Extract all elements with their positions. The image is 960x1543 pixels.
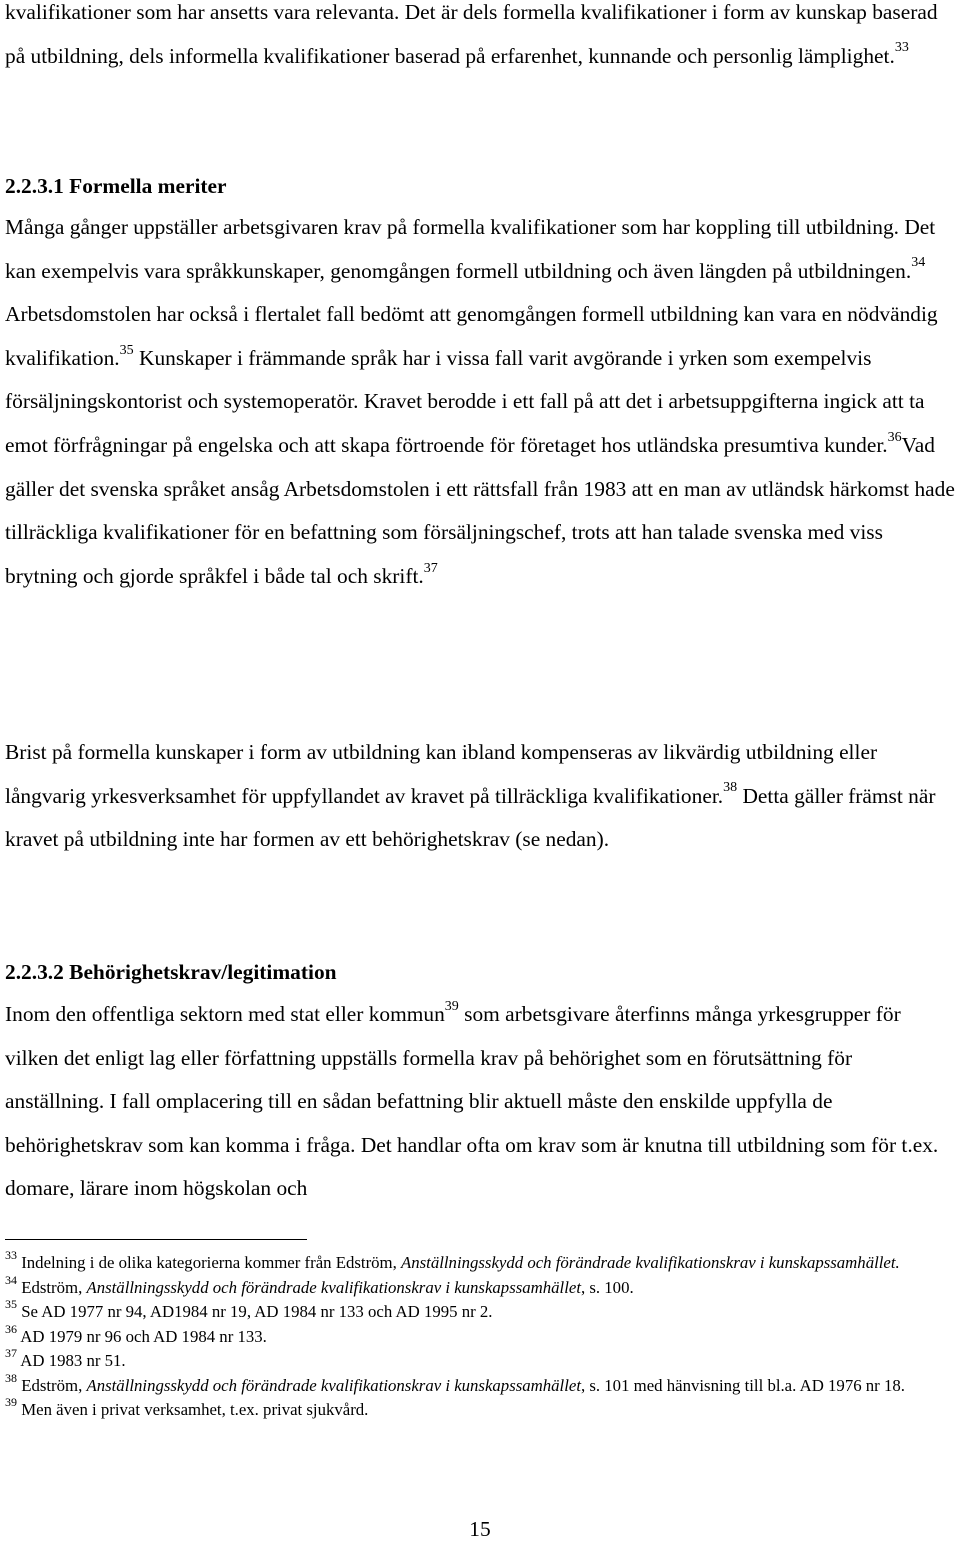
page-number: 15 — [469, 1517, 491, 1541]
footnote-separator — [5, 1239, 307, 1240]
footnote-number: 38 — [5, 1370, 17, 1385]
footnote-ref-34[interactable]: 34 — [911, 255, 926, 271]
footnote-33: $^{33}$ Indelning i de olika kategorierna kommer från Edström, Anställningsskydd och förändrade kvalifikationskrav i kunskapssamhället. — [5, 1248, 900, 1272]
footnote-ref-35[interactable]: 35 — [119, 342, 134, 358]
paragraph-formella-meriter: Många gånger uppställer arbetsgivaren krav på formella kvalifikationer som har koppling till utbildning. Det kan exempelvis vara språkkunskaper, genomgången formell utbildning och även längden på utbildningen.$^{34}$ Arbetsdomstolen har också i flertalet fall bedömt att genomgången formell utbildning kan vara en nödvändig kvalifikation.$^{35}$ Kunskaper i främmande språk har i vissa fall varit avgörande i yrken som exempelvis försäljningskontorist och systemoperatör. Kravet berodde i ett fall på att det i arbetsuppgifterna ingick att ta emot förfrågningar på engelska och att skapa förtroende för företaget hos utländska presumtiva kunder.$^{36}$Vad gäller det svenska språket ansåg Arbetsdomstolen i ett rättsfall från 1983 att en man av utländsk härkomst hade tillräckliga kvalifikationer för en befattning som försäljningschef, trots att han talade svenska med viss brytning och gjorde språkfel i både tal och skrift.$^{37}$ — [5, 215, 955, 588]
footnote-ref-37[interactable]: 37 — [423, 560, 438, 576]
footnote-34: $^{34}$ Edström, Anställningsskydd och förändrade kvalifikationskrav i kunskapssamhället, s. 100. — [5, 1272, 634, 1297]
footnote-ref-38[interactable]: 38 — [723, 780, 738, 796]
footnote-37: $^{37}$ AD 1983 nr 51. — [5, 1346, 126, 1370]
section-heading-formella-meriter: 2.2.3.1 Formella meriter — [5, 174, 227, 198]
footnote-number: 36 — [5, 1321, 17, 1336]
footnote-number: 33 — [5, 1248, 17, 1263]
paragraph-behorighetskrav: Inom den offentliga sektorn med stat eller kommun$^{39}$ som arbetsgivare återfinns många yrkesgrupper för vilken det enligt lag eller författning uppställs formella krav på behörighet som en förutsättning för anställning. I fall omplacering till en sådan befattning blir aktuell måste den enskilde uppfylla de behörighetskrav som kan komma i fråga. Det handlar ofta om krav som är knutna till utbildning som för t.ex. domare, lärare inom högskolan och — [5, 998, 939, 1201]
footnote-ref-33[interactable]: 33 — [894, 40, 909, 56]
footnote-number: 39 — [5, 1395, 17, 1410]
footnote-number: 34 — [5, 1272, 17, 1287]
footnote-36: $^{36}$ AD 1979 nr 96 och AD 1984 nr 133. — [5, 1321, 267, 1346]
paragraph-brist: Brist på formella kunskaper i form av utbildning kan ibland kompenseras av likvärdig utbildning eller långvarig yrkesverksamhet för uppfyllandet av kravet på tillräckliga kvalifikationer.$^{38}$ Detta gäller främst när kravet på utbildning inte har formen av ett behörighetskrav (se nedan). — [5, 740, 936, 852]
footnote-ref-39[interactable]: 39 — [444, 998, 459, 1014]
footnote-number: 37 — [5, 1346, 17, 1361]
footnote-35: $^{35}$ Se AD 1977 nr 94, AD1984 nr 19, AD 1984 nr 133 och AD 1995 nr 2. — [5, 1297, 493, 1321]
footnote-number: 35 — [5, 1297, 17, 1312]
footnote-ref-36[interactable]: 36 — [887, 429, 902, 445]
paragraph-intro: kvalifikationer som har ansetts vara relevanta. Det är dels formella kvalifikationer i form av kunskap baserad på utbildning, dels informella kvalifikationer baserad på erfarenhet, kunnande och personlig lämplighet.$^{33}$ — [5, 0, 938, 68]
footnotes — [5, 1248, 955, 1423]
section-heading-behorighetskrav: 2.2.3.2 Behörighetskrav/legitimation — [5, 960, 337, 984]
footnote-39: $^{39}$ Men även i privat verksamhet, t.ex. privat sjukvård. — [5, 1395, 369, 1419]
footnote-38: $^{38}$ Edström, Anställningsskydd och förändrade kvalifikationskrav i kunskapssamhället, s. 101 med hänvisning till bl.a. AD 1976 nr 18. — [5, 1370, 905, 1395]
